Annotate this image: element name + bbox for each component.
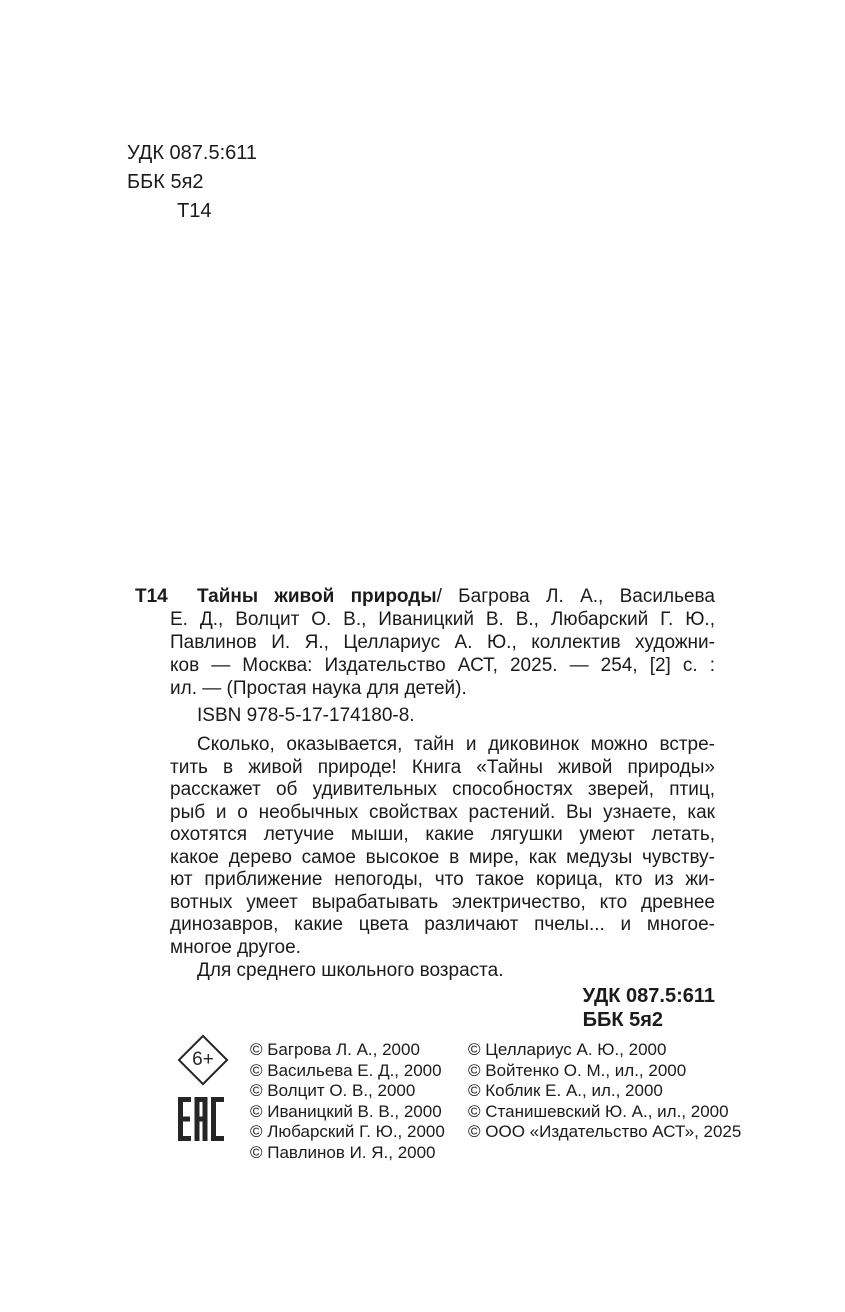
citation-line: ков — Москва: Издательство АСТ, 2025. — 254, [2] с. : [170,655,715,676]
copyright-line: © Павлинов И. Я., 2000 [250,1142,436,1162]
top-classification-codes [127,139,257,226]
author-sign: Т14 [177,200,212,222]
copyright-column-right [468,1040,741,1143]
citation-label: Т14 [135,586,168,607]
citation-line: Павлинов И. Я., Целлариус А. Ю., коллектив художни- [170,632,715,653]
annotation-line: расскажет об удивительных способностях зверей, птиц, [170,779,715,800]
eac-mark-logo [178,1097,224,1141]
bbk-code-bottom: ББК 5я2 [582,1009,664,1031]
copyright-line: © Любарский Г. Ю., 2000 [250,1122,445,1141]
audience-note: Для среднего школьного возраста. [197,960,504,981]
bibliographic-citation [135,585,715,700]
copyright-line: © Коблик Е. А., ил., 2000 [468,1081,663,1100]
copyright-column-left [250,1040,445,1163]
copyright-line: © Багрова Л. А., 2000 [250,1040,420,1059]
imprint-text-column [135,585,715,1032]
copyright-line: © Войтенко О. М., ил., 2000 [468,1060,687,1080]
annotation [170,734,715,959]
bbk-code: ББК 5я2 [127,171,204,193]
annotation-line: тить в живой природе! Книга «Тайны живой природы» [170,756,715,778]
book-title: Тайны живой природы [197,586,437,607]
age-rating-mark [178,1035,228,1085]
copyright-line: © Иваницкий В. В., 2000 [250,1101,442,1121]
citation-line: Е. Д., Волцит О. В., Иваницкий В. В., Любарский Г. Ю., [170,609,715,630]
isbn: ISBN 978-5-17-174180-8. [197,705,415,726]
annotation-line: какое дерево самое высокое в мире, как медузы чувству- [170,846,715,868]
citation-authors: / Багрова Л. А., Васильева [436,586,715,607]
annotation-line: многое другое. [170,936,301,958]
annotation-line: динозавров, какие цвета различают пчелы... и многое- [170,914,715,935]
annotation-line: ют приближение непогоды, что такое корица, кто из жи- [170,869,715,890]
citation-line [170,585,715,608]
annotation-line: Сколько, оказывается, тайн и диковинок можно встре- [197,734,715,755]
age-rating-value: 6+ [192,1049,214,1070]
annotation-line: вотных умеет вырабатывать электричество, кто древнее [170,891,715,913]
copyright-line: © ООО «Издательство АСТ», 2025 [468,1122,742,1141]
copyright-line: © Васильева Е. Д., 2000 [250,1060,442,1080]
copyright-line: © Волцит О. В., 2000 [250,1081,416,1100]
citation-line: ил. — (Простая наука для детей). [170,678,467,699]
annotation-line: охотятся летучие мыши, какие лягушки умеют летать, [170,824,715,845]
copyright-line: © Станишевский Ю. А., ил., 2000 [468,1101,729,1121]
udk-code: УДК 087.5:611 [127,142,258,164]
copyright-line: © Целлариус А. Ю., 2000 [468,1040,667,1059]
annotation-line: рыб и о необычных свойствах растений. Вы узнаете, как [170,801,715,823]
bottom-classification-codes [170,984,715,1032]
udk-code-bottom: УДК 087.5:611 [582,985,715,1007]
